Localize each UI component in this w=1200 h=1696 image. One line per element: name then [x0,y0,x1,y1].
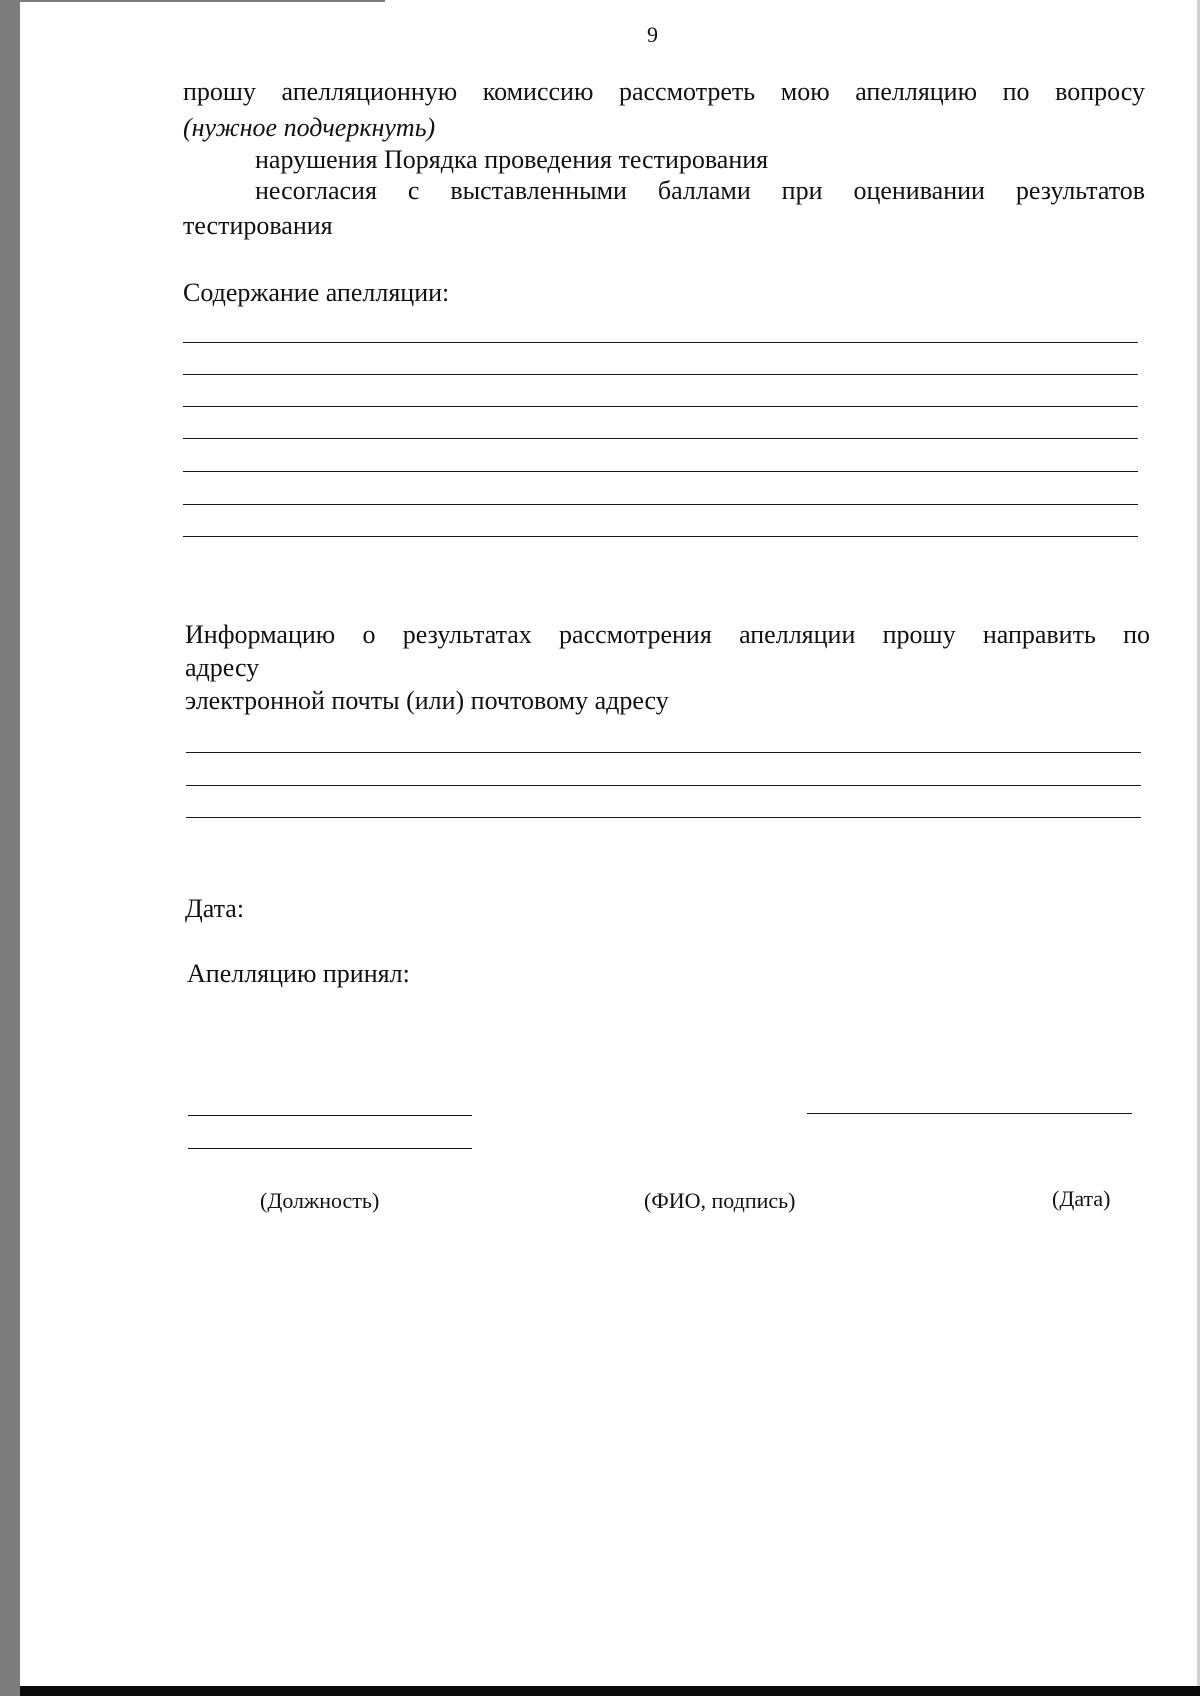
position-signature-line-2 [188,1148,472,1149]
option-score-disagreement: несогласия с выставленными баллами при оценивании результатов [255,176,1145,205]
result-delivery-line-1: Информацию о результатах рассмотрения апелляции прошу направить по [185,620,1150,649]
appeal-content-line-4 [183,438,1138,439]
option-score-disagreement-continued: тестирования [183,211,333,240]
appeal-content-line-1 [183,342,1138,343]
appeal-content-label: Содержание апелляции: [183,278,450,307]
appeal-content-line-3 [183,406,1138,407]
position-signature-line-1 [188,1115,472,1116]
option-procedure-violation: нарушения Порядка проведения тестирования [255,145,769,174]
date-label: Дата: [185,894,245,923]
result-delivery-line-3: электронной почты (или) почтовому адресу [185,686,669,715]
appeal-content-line-6 [183,504,1138,505]
accepted-by-label: Апелляцию принял: [187,959,410,988]
caption-date: (Дата) [1052,1186,1111,1211]
address-line-1 [186,752,1141,753]
document-page [20,2,1197,1686]
appeal-content-line-5 [183,471,1138,472]
intro-line: прошу апелляционную комиссию рассмотреть мою апелляцию по вопросу [183,77,1145,106]
address-line-2 [186,785,1141,786]
result-delivery-line-2: адресу [185,653,260,682]
page-number: 9 [647,22,658,47]
scan-left-border [0,0,20,1696]
caption-position: (Должность) [260,1188,380,1213]
appeal-content-line-7 [183,536,1138,537]
date-signature-line [807,1113,1132,1114]
appeal-content-line-2 [183,374,1138,375]
caption-name-signature: (ФИО, подпись) [644,1188,796,1213]
address-line-3 [186,817,1141,818]
underline-note: (нужное подчеркнуть) [183,113,436,142]
scan-bottom-border [20,1686,1200,1696]
